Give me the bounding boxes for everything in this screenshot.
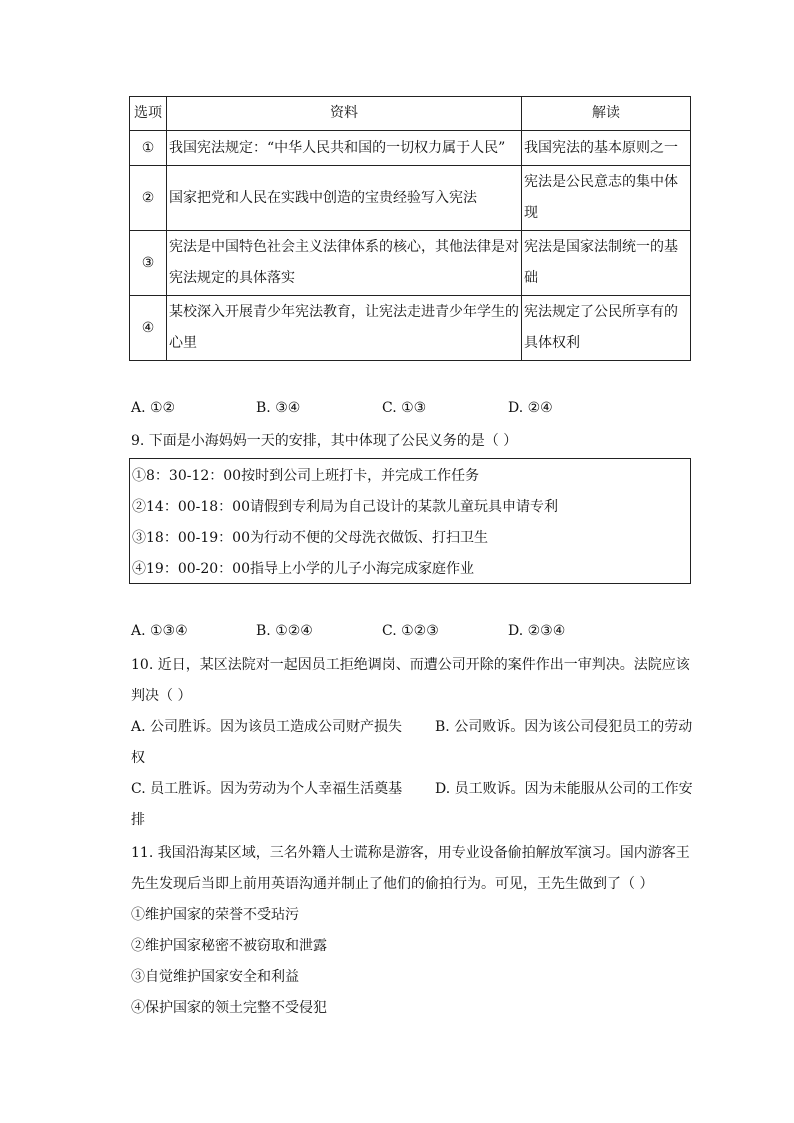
q11-stem-line2: 先生发现后当即上前用英语沟通并制止了他们的偷拍行为。可见，王先生做到了（ ） <box>131 876 654 892</box>
q11-stem-line1: 11. 我国沿海某区域，三名外籍人士谎称是游客，用专业设备偷拍解放军演习。国内游客王 <box>131 845 690 861</box>
q11-item: ②维护国家秘密不被窃取和泄露 <box>131 938 327 954</box>
schedule-item: ③18：00-19：00为行动不便的父母洗衣做饭、打扫卫生 <box>132 530 488 546</box>
row-material: 国家把党和人民在实践中创造的宝贵经验写入宪法 <box>167 166 522 231</box>
q9-option-a[interactable]: A. ①③④ <box>131 623 188 639</box>
table-row <box>130 166 691 231</box>
q8-option-a[interactable]: A. ①② <box>131 400 176 416</box>
row-number: ② <box>130 166 167 231</box>
row-interpretation: 宪法是公民意志的集中体 现 <box>522 166 691 231</box>
q10-stem-line1: 10. 近日，某区法院对一起因员工拒绝调岗、而遭公司开除的案件作出一审判决。法院应该 <box>131 657 690 673</box>
q9-options <box>131 623 691 647</box>
q10-stem-line2: 判决（ ） <box>131 688 192 704</box>
row-number: ① <box>130 131 167 166</box>
schedule-item: ②14：00-18：00请假到专利局为自己设计的某款儿童玩具申请专利 <box>132 499 558 515</box>
table-row <box>130 131 691 166</box>
row-material: 某校深入开展青少年宪法教育，让宪法走进青少年学生的 心里 <box>167 296 522 361</box>
q9-stem: 9. 下面是小海妈妈一天的安排，其中体现了公民义务的是（ ） <box>131 433 518 449</box>
q11-item: ④保护国家的领土完整不受侵犯 <box>131 1000 327 1016</box>
q11-item: ①维护国家的荣誉不受玷污 <box>131 907 299 923</box>
q10-option-d[interactable]: D. 员工败诉。因为未能服从公司的工作安 <box>435 781 693 797</box>
row-material: 我国宪法规定：“中华人民共和国的一切权力属于人民” <box>167 131 522 166</box>
q8-options <box>131 400 691 424</box>
header-option: 选项 <box>130 97 167 131</box>
q11-item: ③自觉维护国家安全和利益 <box>131 969 299 985</box>
q8-table <box>129 96 691 361</box>
row-material: 宪法是中国特色社会主义法律体系的核心，其他法律是对 宪法规定的具体落实 <box>167 231 522 296</box>
row-interpretation: 宪法是国家法制统一的基 础 <box>522 231 691 296</box>
q10-option-d-cont: 排 <box>131 812 145 828</box>
schedule-item: ④19：00-20：00指导上小学的儿子小海完成家庭作业 <box>132 561 474 577</box>
row-interpretation: 我国宪法的基本原则之一 <box>522 131 691 166</box>
q8-option-b[interactable]: B. ③④ <box>256 400 301 416</box>
row-number: ③ <box>130 231 167 296</box>
schedule-item: ①8：30-12：00按时到公司上班打卡，并完成工作任务 <box>132 468 480 484</box>
q9-option-b[interactable]: B. ①②④ <box>256 623 313 639</box>
q8-option-c[interactable]: C. ①③ <box>382 400 427 416</box>
row-number: ④ <box>130 296 167 361</box>
q8-option-d[interactable]: D. ②④ <box>508 400 553 416</box>
header-material: 资料 <box>167 97 522 131</box>
q10-option-c[interactable]: C. 员工胜诉。因为劳动为个人幸福生活奠基 <box>131 781 403 797</box>
q10-option-b-cont: 权 <box>131 750 145 766</box>
row-interpretation: 宪法规定了公民所享有的 具体权利 <box>522 296 691 361</box>
q10-option-a[interactable]: A. 公司胜诉。因为该员工造成公司财产损失 <box>131 719 403 735</box>
header-interpretation: 解读 <box>522 97 691 131</box>
q9-option-d[interactable]: D. ②③④ <box>508 623 566 639</box>
table-header-row <box>130 97 691 131</box>
table-row <box>130 231 691 296</box>
table-row <box>130 296 691 361</box>
q9-schedule-box <box>129 458 691 584</box>
q9-option-c[interactable]: C. ①②③ <box>382 623 439 639</box>
q10-option-b[interactable]: B. 公司败诉。因为该公司侵犯员工的劳动 <box>435 719 693 735</box>
